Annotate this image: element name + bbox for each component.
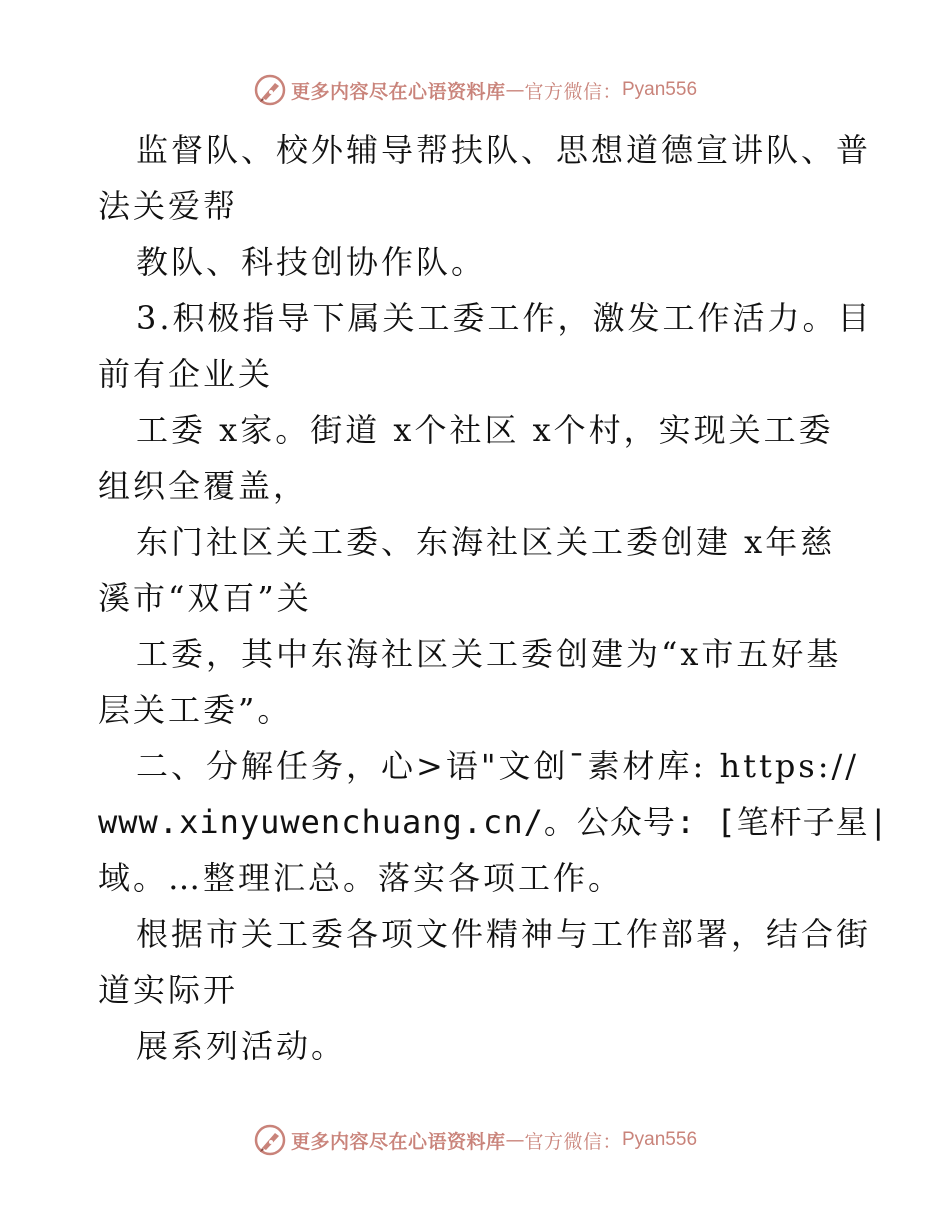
banner-wechat-label: 官方微信：: [524, 1130, 622, 1153]
text-line: 域。…整理汇总。落实各项工作。: [98, 859, 624, 897]
pen-circle-icon: [253, 73, 287, 107]
text-line: 教队、科技创协作队。: [136, 243, 487, 281]
document-body: [98, 122, 889, 1074]
footer-banner: [0, 1120, 950, 1160]
text-line: 3.积极指导下属关工委工作，激发工作活力。目: [136, 299, 873, 337]
text-line: www.xinyuwenchuang.cn/。公众号: [笔杆子星|: [98, 803, 889, 841]
text-line: 溪市“双百”关: [98, 579, 312, 617]
text-line: 组织全覆盖，: [98, 467, 309, 505]
header-banner: [0, 70, 950, 110]
banner-wechat-label: 官方微信：: [524, 80, 622, 103]
banner-dash: —: [505, 79, 525, 101]
text-line: 监督队、校外辅导帮扶队、思想道德宣讲队、普: [136, 131, 872, 169]
text-line: 前有企业关: [98, 355, 274, 393]
banner-dash: —: [505, 1129, 525, 1151]
text-line: 工委，其中东海社区关工委创建为“x市五好基: [136, 635, 842, 673]
banner-wechat-id: Pyan556: [622, 79, 698, 100]
banner-wechat-id: Pyan556: [622, 1129, 698, 1150]
text-line: 法关爱帮: [98, 187, 239, 225]
banner-main-text: 更多内容尽在心语资料库: [290, 1130, 506, 1153]
text-line: 东门社区关工委、东海社区关工委创建 x年慈: [136, 523, 836, 561]
text-line: 工委 x家。街道 x个社区 x个村，实现关工委: [136, 411, 834, 449]
banner-main-text: 更多内容尽在心语资料库: [290, 80, 506, 103]
text-line: 道实际开: [98, 971, 239, 1009]
text-line: 层关工委”。: [98, 691, 293, 729]
pen-circle-icon: [253, 1123, 287, 1157]
text-line: 二、分解任务，心>语"文创¯素材库: https://: [136, 747, 860, 785]
text-line: 展系列活动。: [136, 1027, 347, 1065]
text-line: 根据市关工委各项文件精神与工作部署，结合街: [136, 915, 872, 953]
